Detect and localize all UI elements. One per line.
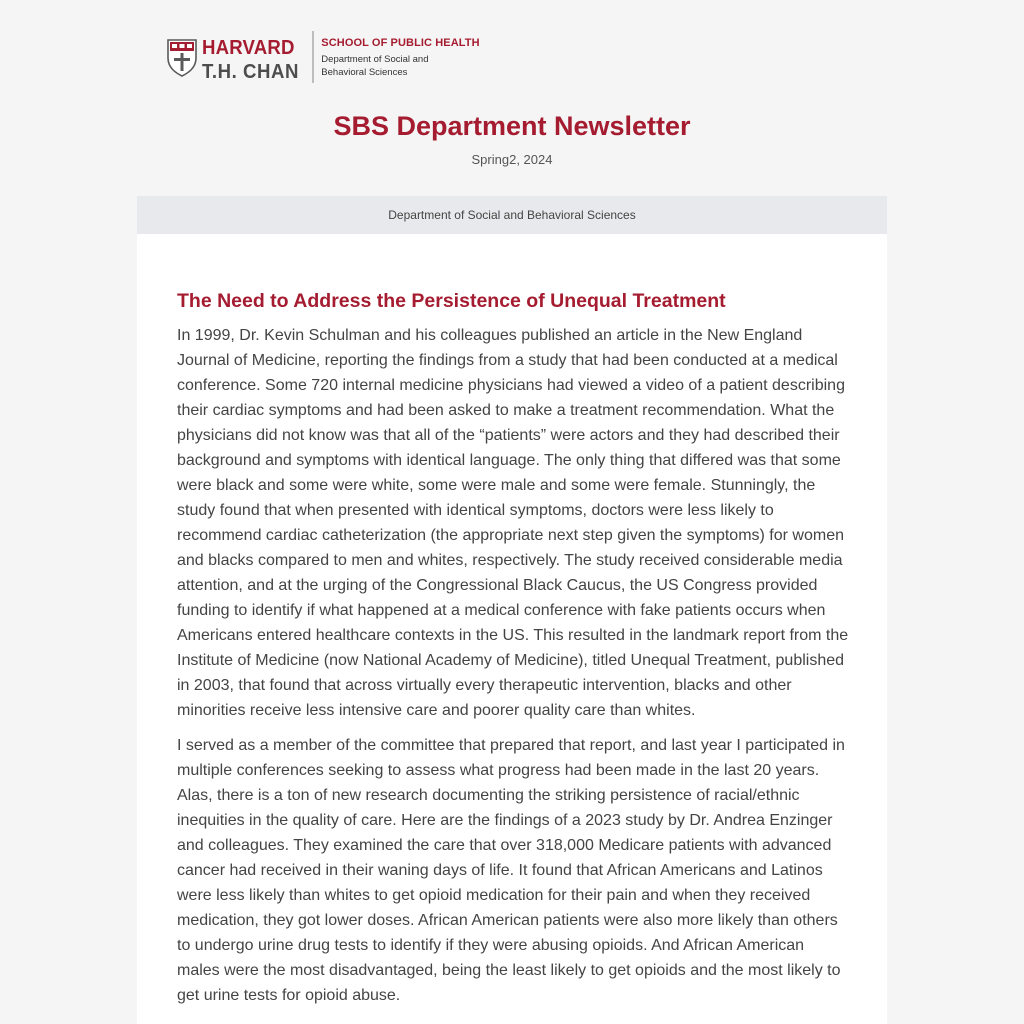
logo-department-line2: Behavioral Sciences: [321, 66, 408, 78]
logo-department: [321, 54, 479, 79]
article: [177, 289, 849, 1018]
logo-divider: [312, 31, 314, 83]
department-banner: Department of Social and Behavioral Sciences: [137, 196, 887, 234]
logo-wordmark: [202, 31, 306, 82]
logo-university: HARVARD: [202, 37, 295, 59]
logo-school-block: [321, 31, 479, 79]
article-title: The Need to Address the Persistence of Unequal Treatment: [177, 290, 726, 312]
logo-school-full: SCHOOL OF PUBLIC HEALTH: [321, 37, 480, 49]
logo-department-line1: Department of Social and: [321, 54, 429, 65]
content-panel: [137, 234, 887, 1024]
logo-school-short: T.H. CHAN: [202, 61, 299, 83]
harvard-shield-icon: [167, 39, 197, 77]
article-paragraph: I served as a member of the committee that prepared that report, and last year I participated in multiple conferences seeking to assess what progress had been made in the last 20 years. Alas, there is a ton of new research documenting the striking persistence of racial/ethnic inequities in the quality of care. Here are the findings of a 2023 study by Dr. Andrea Enzinger and colleagues. They examined the care that over 318,000 Medicare patients with advanced cancer had received in their waning days of life. It found that African Americans and Latinos were less likely than whites to get opioid medication for their pain and when they received medication, they got lower doses. African American patients were also more likely than others to undergo urine drug tests to identify if they were abusing opioids. And African American males were the most disadvantaged, being the least likely to get opioids and the most likely to get urine tests for opioid abuse.: [177, 737, 845, 1004]
newsletter-title: SBS Department Newsletter: [333, 111, 691, 141]
article-paragraph: In 1999, Dr. Kevin Schulman and his colleagues published an article in the New England Journal of Medicine, reporting the findings from a study that had been conducted at a medical conference. Some 720 internal medicine physicians had viewed a video of a patient describing their cardiac symptoms and had been asked to make a treatment recommendation. What the physicians did not know was that all of the “patients” were actors and they had described their background and symptoms with identical language. The only thing that differed was that some were black and some were white, some were male and some were female. Stunningly, the study found that when presented with identical symptoms, doctors were less likely to recommend cardiac catheterization (the appropriate next step given the symptoms) for women and blacks compared to men and whites, respectively. The study received considerable media attention, and at the urging of the Congressional Black Caucus, the US Congress provided funding to identify if what happened at a medical conference with fake patients occurs when Americans entered healthcare contexts in the US. This resulted in the landmark report from the Institute of Medicine (now National Academy of Medicine), titled Unequal Treatment, published in 2003, that found that across virtually every therapeutic intervention, blacks and other minorities receive less intensive care and poorer quality care than whites.: [177, 327, 849, 719]
harvard-chan-logo[interactable]: [167, 31, 480, 85]
issue-date: Spring2, 2024: [471, 152, 553, 167]
